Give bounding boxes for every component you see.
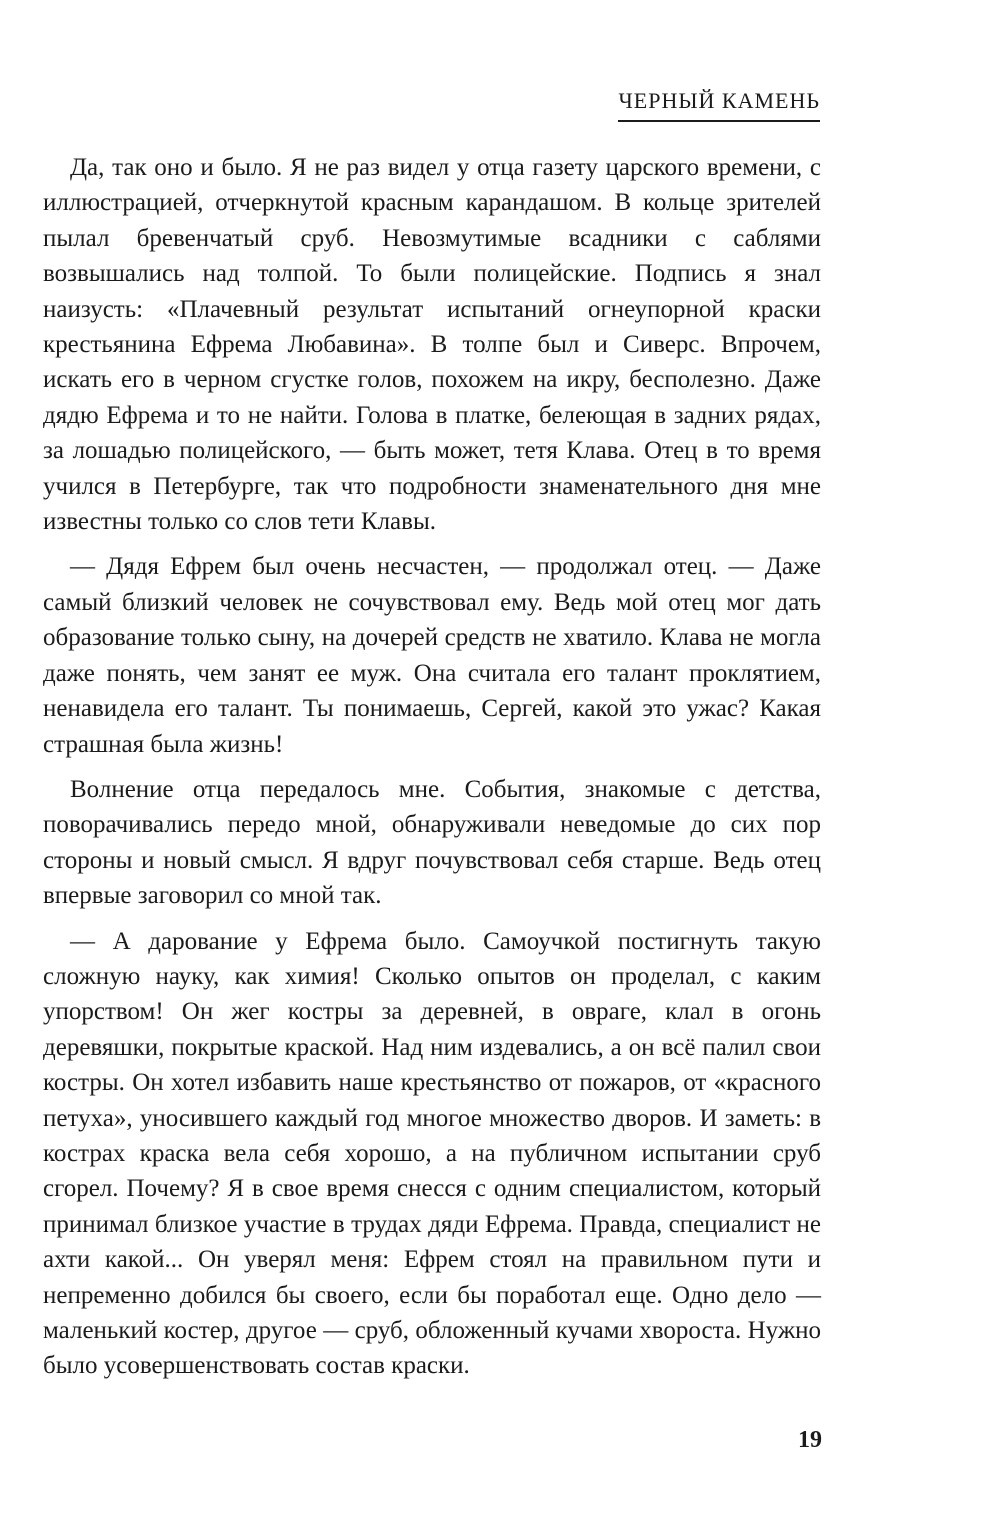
paragraph-1-text: Да, так оно и было. Я не раз видел у отца газету царского времени, с иллюстрацией, отчеркнутой красным карандашом. В кольце зрителей пылал бревенчатый сруб. Невозмутимые всадники с саблями возвышались над толпой. То были полицейские. Подпись я знал наизусть: «Плачевный результат испытаний огнеупорной краски крестьянина Ефрема Любавина». В толпе был и Сиверс. Впрочем, искать его в черном сгустке голов, похожем на икру, бесполезно. Даже дядю Ефрема и то не найти. Голова в платке, белеющая в задних рядах, за лошадью полицейского, — быть может, тетя Клава. Отец в то время учился в Петербурге, так что подробности знаменательного дня мне известны только со слов тети Клавы. bbox=[43, 154, 821, 536]
paragraph-3 bbox=[43, 772, 821, 914]
running-header: ЧЕРНЫЙ КАМЕНЬ bbox=[618, 88, 820, 122]
paragraph-3-text: Волнение отца передалось мне. События, знакомые с детства, поворачивались передо мной, обнаруживали неведомые до сих пор стороны и новый смысл. Я вдруг почувствовал себя старше. Ведь отец впервые заговорил со мной так. bbox=[43, 775, 821, 910]
paragraph-2 bbox=[43, 549, 821, 761]
paragraph-2-text: — Дядя Ефрем был очень несчастен, — продолжал отец. — Даже самый близкий человек не сочувствовал ему. Ведь мой отец мог дать образование только сыну, на дочерей средств не хватило. Клава не могла даже понять, чем занят ее муж. Она считала его талант проклятием, ненавидела его талант. Ты понимаешь, Сергей, какой это ужас? Какая страшная была жизнь! bbox=[43, 553, 821, 758]
paragraph-1 bbox=[43, 150, 821, 539]
paragraph-4 bbox=[43, 924, 821, 1384]
paragraph-4-text: — А дарование у Ефрема было. Самоучкой постигнуть такую сложную науку, как химия! Сколько опытов он проделал, с каким упорством! Он жег костры за деревней, в овраге, клал в огонь деревяшки, покрытые краской. Над ним издевались, а он всё палил свои костры. Он хотел избавить наше крестьянство от пожаров, от «красного петуха», уносившего каждый год многое множество дворов. И заметь: в кострах краска вела себя хорошо, а на публичном испытании сруб сгорел. Почему? Я в свое время снесся с одним специалистом, который принимал близкое участие в трудах дяди Ефрема. Правда, специалист не ахти какой... Он уверял меня: Ефрем стоял на правильном пути и непременно добился бы своего, если бы поработал еще. Одно дело — маленький костер, другое — сруб, обложенный кучами хвороста. Нужно было усовершенствовать состав краски. bbox=[43, 927, 821, 1380]
body-text bbox=[43, 150, 821, 1384]
page-number: 19 bbox=[798, 1427, 822, 1453]
